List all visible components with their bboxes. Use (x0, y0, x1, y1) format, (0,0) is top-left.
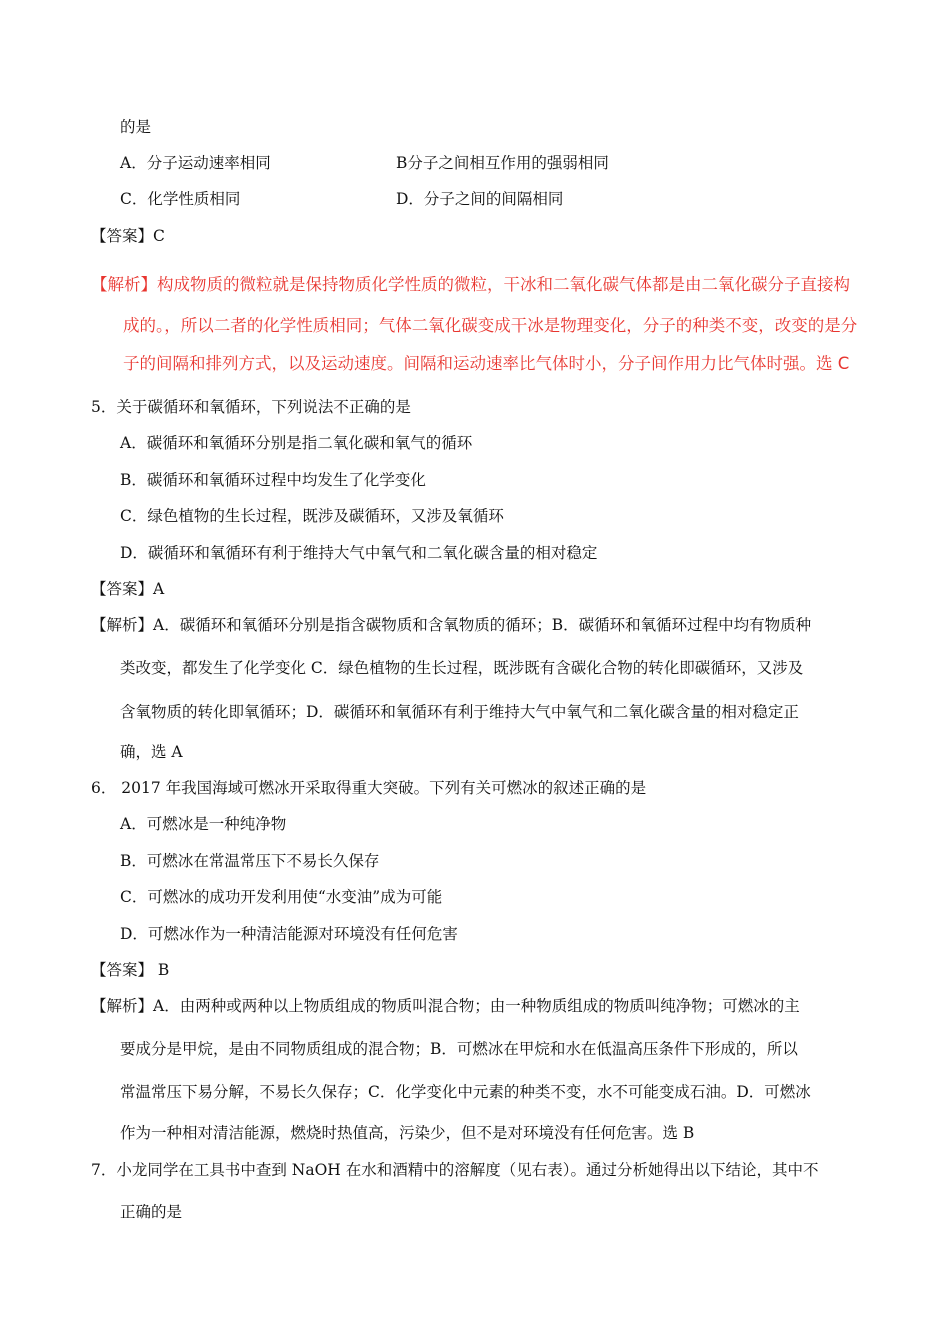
q7-stem-line-1: 7．小龙同学在工具书中查到 NaOH 在水和酒精中的溶解度（见右表）。通过分析她得出以下结论，其中不 (91, 1161, 819, 1179)
q5-analysis-line-3: 含氧物质的转化即氧循环；D．碳循环和氧循环有利于维持大气中氧气和二氧化碳含量的相对稳定正 (120, 703, 799, 721)
q6-stem: 6． 2017 年我国海域可燃冰开采取得重大突破。下列有关可燃冰的叙述正确的是 (91, 779, 647, 797)
q6-answer: 【答案】 B (91, 961, 170, 979)
q5-analysis-line-2: 类改变，都发生了化学变化 C．绿色植物的生长过程，既涉既有含碳化合物的转化即碳循环，又涉及 (120, 659, 804, 677)
q4-analysis-line-1: 【解析】构成物质的微粒就是保持物质化学性质的微粒，干冰和二氧化碳气体都是由二氧化碳分子直接构 (91, 275, 850, 294)
q4-option-b: B分子之间相互作用的强弱相同 (396, 154, 609, 172)
q6-analysis-line-1: 【解析】A．由两种或两种以上物质组成的物质叫混合物；由一种物质组成的物质叫纯净物；可燃冰的主 (91, 997, 800, 1015)
q5-option-a: A．碳循环和氧循环分别是指二氧化碳和氧气的循环 (120, 434, 473, 452)
q6-analysis-line-2: 要成分是甲烷，是由不同物质组成的混合物；B．可燃冰在甲烷和水在低温高压条件下形成的，所以 (120, 1040, 798, 1058)
q5-option-d: D．碳循环和氧循环有利于维持大气中氧气和二氧化碳含量的相对稳定 (120, 544, 598, 562)
q6-analysis-line-3: 常温常压下易分解，不易长久保存；C．化学变化中元素的种类不变，水不可能变成石油。D．可燃冰 (120, 1083, 811, 1101)
q6-option-b: B．可燃冰在常温常压下不易长久保存 (120, 852, 380, 870)
q6-option-d: D．可燃冰作为一种清洁能源对环境没有任何危害 (120, 925, 458, 943)
q5-analysis-line-1: 【解析】A．碳循环和氧循环分别是指含碳物质和含氧物质的循环；B．碳循环和氧循环过程中均有物质种 (91, 616, 812, 634)
q5-stem: 5．关于碳循环和氧循环，下列说法不正确的是 (91, 398, 411, 416)
q6-analysis-line-4: 作为一种相对清洁能源，燃烧时热值高，污染少，但不是对环境没有任何危害。选 B (120, 1124, 695, 1142)
q4-option-d: D．分子之间的间隔相同 (396, 190, 564, 208)
q5-option-b: B．碳循环和氧循环过程中均发生了化学变化 (120, 471, 426, 489)
q4-option-c: C．化学性质相同 (120, 190, 241, 208)
q4-stem-tail: 的是 (120, 118, 152, 136)
q5-answer: 【答案】A (91, 580, 165, 598)
q6-option-c: C．可燃冰的成功开发利用使“水变油”成为可能 (120, 888, 443, 906)
q7-stem-line-2: 正确的是 (120, 1203, 183, 1221)
q4-analysis-line-3: 子的间隔和排列方式，以及运动速度。间隔和运动速率比气体时小，分子间作用力比气体时强。选 C (123, 354, 850, 373)
q6-option-a: A．可燃冰是一种纯净物 (120, 815, 287, 833)
q4-option-a: A．分子运动速率相同 (120, 154, 271, 172)
q5-analysis-line-4: 确，选 A (120, 743, 183, 761)
q4-answer: 【答案】C (91, 227, 165, 245)
q4-analysis-line-2: 成的。，所以二者的化学性质相同；气体二氧化碳变成干冰是物理变化，分子的种类不变，改变的是分 (123, 316, 858, 335)
q5-option-c: C．绿色植物的生长过程，既涉及碳循环，又涉及氧循环 (120, 507, 504, 525)
